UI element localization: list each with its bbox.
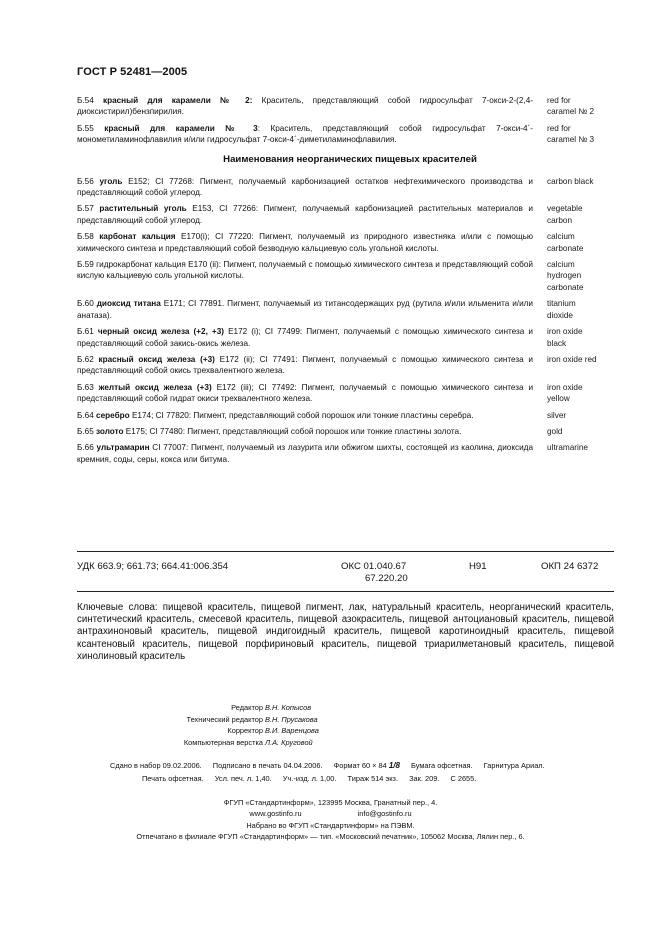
okp-code: ОКП 24 6372 [541, 561, 599, 572]
udk-code: УДК 663.9; 661.73; 664.41:006.354 [77, 561, 229, 572]
entry-english: gold [547, 426, 563, 436]
entry-b54 [77, 95, 623, 118]
divider-bottom [77, 591, 614, 592]
entry-number: Б.55 [77, 123, 94, 133]
entry-b60: Б.60 диоксид титана E171; CI 77891. Пигмент, получаемый из титансодержащих руд (рутила и/или ильменита и/или анатаза). titanium dioxide [77, 298, 623, 321]
entry-b59: Б.59 гидрокарбонат кальция E170 (ii): Пигмент, получаемый с помощью химического синтеза и представляющий собой кислую кальциевую соль угольной кислоты. calcium hydrogen carbonate [77, 259, 623, 293]
entry-english: silver [547, 410, 567, 420]
entry-term: красный для карамели № 3 [104, 123, 258, 133]
entry-english: calcium carbonate [547, 232, 584, 253]
entry-text: Краситель, представляющий собой гидросульфат 7-окси-2-(2,4-диоксистирил)бензпирилия. [77, 96, 534, 117]
entry-english: ultramarine [547, 443, 588, 453]
entry-b63: Б.63 желтый оксид железа (+3) E172 (iii); CI 77492: Пигмент, получаемый с помощью химического синтеза и представляющий собой гидрат окиси трехвалентного железа. iron oxide yellow [77, 382, 623, 405]
entry-b65: Б.65 золото E175; CI 77480: Пигмент, представляющий собой порошок или тонкие пластины золота. gold [77, 426, 623, 437]
entry-english: red for caramel № 3 [547, 123, 595, 145]
entry-b62: Б.62 красный оксид железа (+3) E172 (ii); CI 77491: Пигмент, получаемый с помощью химического синтеза и представляющий собой окись трехвалентного железа. iron oxide red [77, 354, 623, 377]
credit-corrector: Корректор В.И. Варенцова [227, 726, 319, 736]
credit-editor: Редактор В.Н. Копысов [231, 703, 312, 712]
credit-layout: Компьютерная верстка Л.А. Круговой [183, 737, 313, 747]
website-link[interactable]: www.gostinfo.ru [249, 809, 302, 819]
divider-top [77, 551, 614, 552]
entry-english: vegetable carbon [547, 204, 583, 225]
section-title: Наименования неорганических пищевых красителей [223, 153, 477, 165]
entry-b61: Б.61 черный оксид железа (+2, +3) E172 (i); CI 77499: Пигмент, получаемый с помощью химического синтеза и представляющий собой закись-окись железа. iron oxide black [77, 326, 623, 349]
entry-number: Б.54 [77, 96, 94, 105]
entry-b57: Б.57 растительный уголь E153, CI 77266: Пигмент, получаемый карбонизацией растительных материалов и представляющий собой углерод. vegetable carbon [77, 203, 623, 226]
entry-english: iron oxide black [547, 327, 583, 348]
email-link[interactable]: info@gostinfo.ru [357, 809, 412, 819]
format-fraction: 1/8 [388, 761, 400, 770]
entry-b58: Б.58 карбонат кальция E170(i); CI 77220: Пигмент, получаемый из природного известняка и/или с помощью химического синтеза и представляющий собой безводную кальциевую соль угольной кислоты. calcium carbonate [77, 231, 623, 254]
entry-text: : Краситель, представляющий собой гидросульфат 7-окси-4´-монометиламинофлавилия и/или гидросульфат 7-окси-4´-диметиламинофлавилия. [77, 123, 534, 145]
editorial-credits [0, 702, 661, 748]
entry-english: red for caramel № 2 [547, 96, 595, 117]
entries-list [77, 95, 623, 470]
entry-english: carbon black [547, 176, 594, 186]
group-code: Н91 [469, 561, 487, 572]
page-header: ГОСТ Р 52481—2005 [77, 66, 188, 78]
entry-b66: Б.66 ультрамарин CI 77007: Пигмент, получаемый из лазурита или обжигом шихты, состоящей из каолина, диоксида кремния, соды, серы, кокса или битума. ultramarine [77, 442, 623, 465]
entry-english: iron oxide red [547, 354, 597, 364]
entry-english: titanium dioxide [547, 299, 576, 320]
entry-term: красный для карамели № 2: [102, 96, 253, 105]
entry-english: iron oxide yellow [547, 382, 583, 404]
entry-english: calcium hydrogen carbonate [547, 260, 584, 292]
entry-b56: Б.56 уголь E152; CI 77268: Пигмент, получаемый карбонизацией остатков нефтехимического производства и представляющий собой углерод. carbon black [77, 176, 623, 199]
keywords: Ключевые слова: пищевой краситель, пищевой пигмент, лак, натуральный краситель, неорганический краситель, синтетический краситель, смесевой краситель, пищевой азокраситель, пищевой антоциановый краситель, пищевой антрахиноновый краситель, пищевой индигоидный краситель, пищевой каротиноидный краситель, пищевой ксантеновый краситель, пищевой порфириновый краситель, пищевой триарилметановый краситель, пищевой хинолиновый краситель [77, 602, 614, 662]
oks-code: ОКС 01.040.67 67.220.20 [341, 561, 408, 584]
entry-b55 [77, 123, 623, 146]
publisher-info: ФГУП «Стандартинформ», 123995 Москва, Гранатный пер., 4. www.gostinfo.ru info@gostinfo.ru Набрано во ФГУП «Стандартинформ» на ПЭВМ. Отпечатано в филиале ФГУП «Стандартинформ» — тип. «Московский печатник», 105062 Москва, Лялин пер., 6. [136, 798, 525, 841]
credit-tech-editor: Технический редактор В.Н. Прусакова [186, 714, 318, 724]
print-info: Сдано в набор 09.02.2006. Подписано в печать 04.04.2006. Формат 60 × 84 1/8 Бумага офсетная. Гарнитура Ариал. Печать офсетная. Усл. печ. л. 1,40. Уч.-изд. л. 1,00. Тираж 514 экз. Зак. 209. С 2655. [110, 761, 545, 783]
entry-b64: Б.64 серебро E174; CI 77820: Пигмент, представляющий собой порошок или тонкие пластины серебра. silver [77, 410, 623, 421]
